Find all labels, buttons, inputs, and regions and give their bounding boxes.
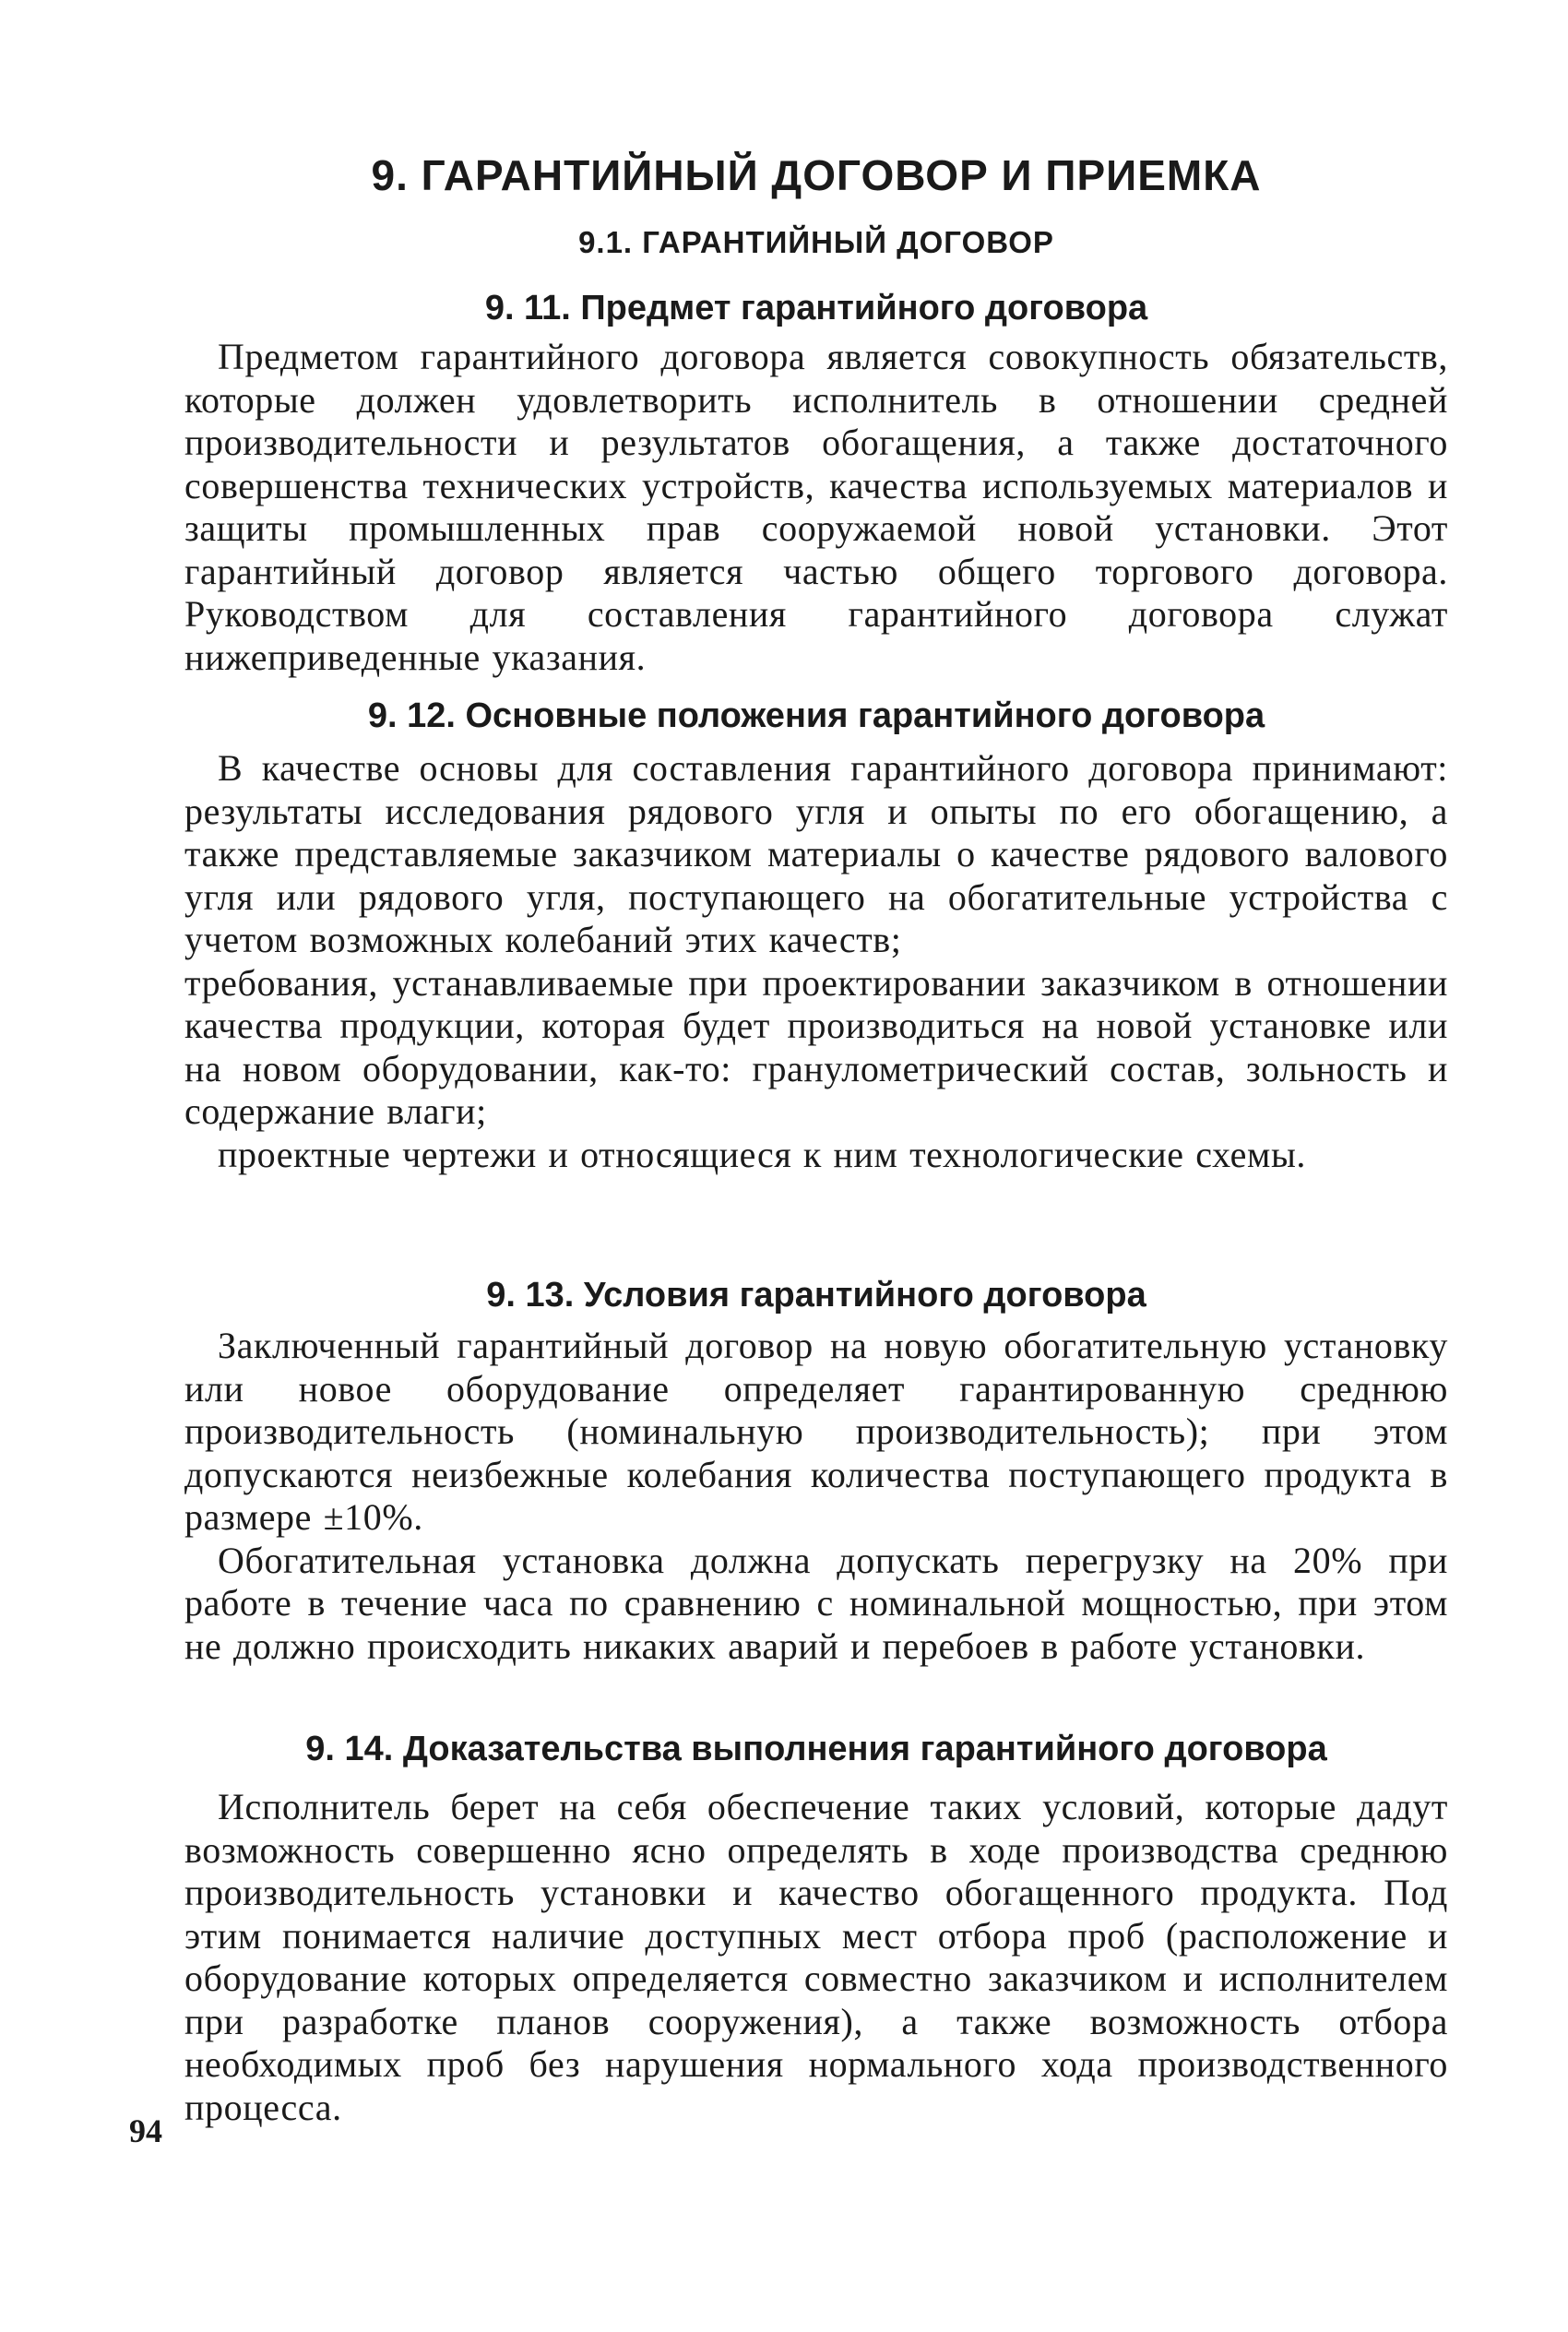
subsection-title: 9. 12. Основные положения гарантийного договора (367, 696, 1265, 735)
paragraph: В качестве основы для составления гарантийного договора принимают: результаты исследования рядового угля и опыты по его обогащению, а также представляемые заказчиком материалы о качестве рядового валового угля или рядового угля, поступающего на обогатительные устройства с учетом возможных колебаний этих качеств; (184, 747, 1448, 960)
section-title: 9.1. ГАРАНТИЙНЫЙ ДОГОВОР (578, 225, 1054, 259)
subsection-title: 9. 13. Условия гарантийного договора (486, 1276, 1146, 1315)
subsection-title: 9. 14. Доказательства выполнения гарантийного договора (305, 1730, 1327, 1768)
subsection-9-14 (184, 1725, 1448, 2129)
subsection-title: 9. 11. Предмет гарантийного договора (484, 289, 1148, 327)
subsection-9-13 (184, 1271, 1448, 1668)
page-number: 94 (129, 2112, 162, 2149)
paragraph: Исполнитель берет на себя обеспечение таких условий, которые дадут возможность совершенно ясно определять в ходе производства среднюю производительность установки и качество обогащенного продукта. Под этим понимается наличие доступных мест отбора проб (расположение и оборудование которых определяется совместно заказчиком и исполнителем при разработке планов сооружения), а также возможность отбора необходимых проб без нарушения нормального хода производственного процесса. (184, 1786, 1448, 2128)
paragraph: проектные чертежи и относящиеся к ним технологические схемы. (218, 1133, 1307, 1175)
paragraph: Обогатительная установка должна допускать перегрузку на 20% при работе в течение часа по сравнению с номинальной мощностью, при этом не должно происходить никаких аварий и перебоев в работе установки. (184, 1539, 1448, 1667)
chapter-title: 9. ГАРАНТИЙНЫЙ ДОГОВОР И ПРИЕМКА (371, 151, 1262, 199)
subsection-9-12 (184, 692, 1448, 1176)
paragraph: Заключенный гарантийный договор на новую обогатительную установку или новое оборудование определяет гарантированную среднюю производительность (номинальную производительность); при этом допускаются неизбежные колебания количества поступающего продукта в размере ±10%. (184, 1325, 1448, 1538)
paragraph: требования, устанавливаемые при проектировании заказчиком в отношении качества продукции, которая будет производиться на новой установке или на новом оборудовании, как-то: гранулометрический состав, зольность и содержание влаги; (184, 961, 1448, 1132)
paragraph: Предметом гарантийного договора является совокупность обязательств, которые должен удовлетворить исполнитель в отношении средней производительности и результатов обогащения, а также достаточного совершенства технических устройств, качества используемых материалов и защиты промышленных прав сооружаемой новой установки. Этот гарантийный договор является частью общего торгового договора. Руководством для составления гарантийного договора служат нижеприведенные указания. (184, 336, 1448, 678)
subsection-9-11 (184, 284, 1448, 679)
